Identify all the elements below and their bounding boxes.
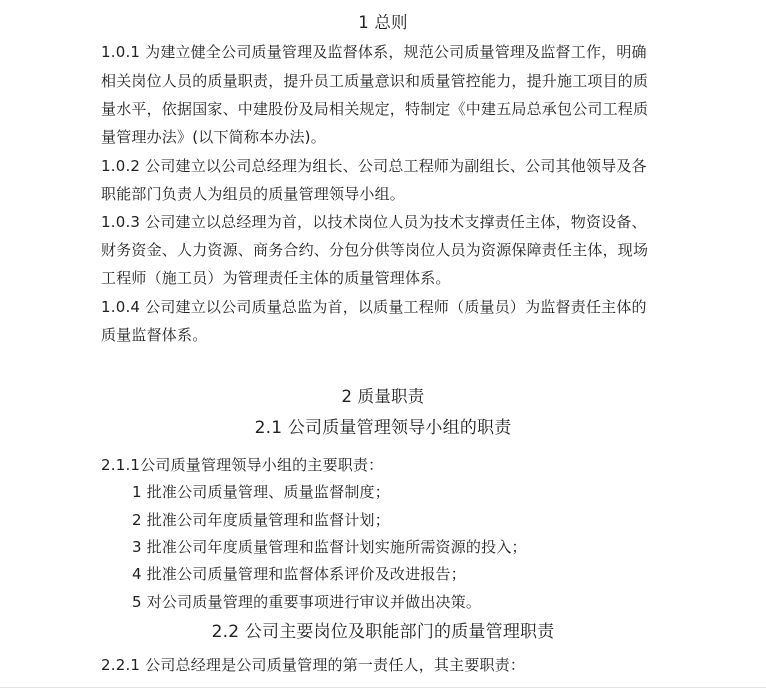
- paragraph-line: 1.0.2 公司建立以公司总经理为组长、公司总工程师为副组长、公司其他领导及各: [101, 157, 647, 175]
- paragraph-line: 相关岗位人员的质量职责，提升员工质量意识和质量管控能力，提升施工项目的质: [101, 72, 649, 90]
- section-1-heading: 1 总则: [358, 13, 408, 32]
- list-item: 5 对公司质量管理的重要事项进行审议并做出决策。: [132, 593, 482, 611]
- list-item: 4 批准公司质量管理和监督体系评价及改进报告；: [132, 565, 466, 583]
- list-item: 3 批准公司年度质量管理和监督计划实施所需资源的投入；: [132, 538, 527, 556]
- paragraph-line: 财务资金、人力资源、商务合约、分包分供等岗位人员为资源保障责任主体，现场: [101, 241, 649, 259]
- paragraph-line: 量水平，依据国家、中建股份及局相关规定，特制定《中建五局总承包公司工程质: [101, 100, 649, 118]
- list-item: 1 批准公司质量管理、质量监督制度；: [132, 483, 390, 501]
- paragraph-line: 1.0.3 公司建立以总经理为首，以技术岗位人员为技术支撑责任主体，物资设备、: [101, 213, 647, 231]
- clause-2-1-1: 2.1.1公司质量管理领导小组的主要职责：: [101, 456, 384, 474]
- paragraph-line: 1.0.4 公司建立以公司质量总监为首，以质量工程师（质量员）为监督责任主体的: [101, 298, 647, 316]
- section-2-heading: 2 质量职责: [341, 387, 425, 406]
- paragraph-line: 质量监督体系。: [101, 326, 208, 344]
- paragraph-line: 量管理办法》(以下简称本办法)。: [101, 128, 326, 146]
- list-item: 2 批准公司年度质量管理和监督计划；: [132, 511, 390, 529]
- paragraph-line: 工程师（施工员）为管理责任主体的质量管理体系。: [101, 269, 451, 287]
- subsection-2-2-heading: 2.2 公司主要岗位及职能部门的质量管理职责: [211, 622, 555, 642]
- paragraph-line: 职能部门负责人为组员的质量管理领导小组。: [101, 185, 406, 203]
- clause-2-2-1: 2.2.1 公司总经理是公司质量管理的第一责任人，其主要职责：: [101, 656, 526, 674]
- subsection-2-1-heading: 2.1 公司质量管理领导小组的职责: [254, 418, 512, 438]
- paragraph-line: 1.0.1 为建立健全公司质量管理及监督体系，规范公司质量管理及监督工作，明确: [101, 43, 647, 61]
